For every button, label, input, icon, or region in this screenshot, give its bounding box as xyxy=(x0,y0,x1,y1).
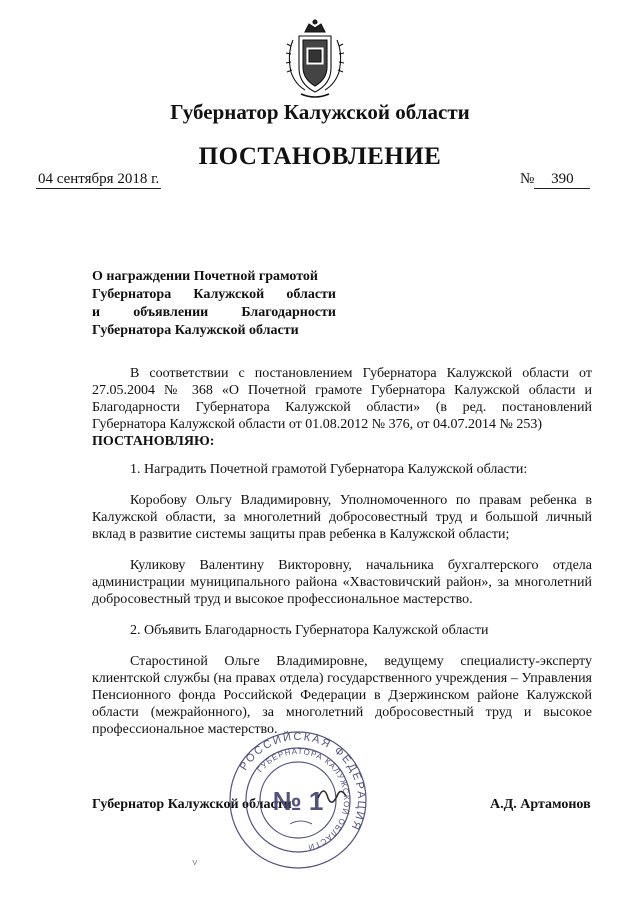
signatory-title: Губернатор Калужской области xyxy=(92,797,292,812)
awardee-3-paragraph: Старостиной Ольге Владимировне, ведущему специалисту-эксперту клиентской службы (на правах отдела) государственного учреждения – Управления Пенсионного фонда Российской Федерации в Дзержинском районе Калужской области (межрайонного), за многолетний добросовестный труд и высокое профессиональное мастерство. xyxy=(92,654,592,737)
item-2-paragraph: 2. Объявить Благодарность Губернатора Калужской области xyxy=(130,623,489,638)
document-type-heading: ПОСТАНОВЛЕНИЕ xyxy=(198,143,442,170)
document-body xyxy=(92,365,592,738)
item-1-paragraph: 1. Наградить Почетной грамотой Губернатора Калужской области: xyxy=(130,462,528,477)
subject-line: и объявлении Благодарности xyxy=(92,305,336,320)
subject-line: Губернатора Калужской области xyxy=(92,323,299,338)
official-seal xyxy=(226,728,370,872)
svg-text:ГУБЕРНАТОРА КАЛУЖСКОЙ ОБЛАСТИ: ГУБЕРНАТОРА КАЛУЖСКОЙ ОБЛАСТИ xyxy=(255,746,352,852)
subject-line: Губернатора Калужской области xyxy=(92,287,336,302)
stray-mark: ˅ xyxy=(192,858,198,869)
document-date: 04 сентября 2018 г. xyxy=(38,171,160,187)
decree-word: ПОСТАНОВЛЯЮ: xyxy=(92,434,215,449)
number-sign: № xyxy=(520,171,535,187)
preamble-paragraph: В соответствии с постановлением Губернатора Калужской области от 27.05.2004 № 368 «О Почетной грамоте Губернатора Калужской области и Благодарности Губернатора Калужской области» (в ред. постановлений Губернатора Калужской области от 01.08.2012 № 376, от 04.07.2014 № 253) xyxy=(92,366,592,432)
awardee-1-paragraph: Коробову Ольгу Владимировну, Уполномоченного по правам ребенка в Калужской области, за многолетний добросовестный труд и большой личный вклад в развитие системы защиты прав ребенка в Калужской области; xyxy=(92,493,592,542)
svg-text:РОССИЙСКАЯ ФЕДЕРАЦИЯ: РОССИЙСКАЯ ФЕДЕРАЦИЯ xyxy=(237,730,368,834)
signatory-name: А.Д. Артамонов xyxy=(490,797,591,812)
document-number xyxy=(520,170,590,189)
subject-block xyxy=(92,268,336,340)
coat-of-arms-icon xyxy=(283,18,347,100)
number-value: 390 xyxy=(534,170,590,189)
organization-title: Губернатор Калужской области xyxy=(170,100,470,124)
subject-line: О награждении Почетной грамотой xyxy=(92,269,318,284)
svg-text:№ 1: № 1 xyxy=(272,786,324,816)
awardee-2-paragraph: Куликову Валентину Викторовну, начальника бухгалтерского отдела администрации муниципального района «Хвастовичский район», за многолетний добросовестный труд и высокое профессиональное мастерство. xyxy=(92,558,592,607)
